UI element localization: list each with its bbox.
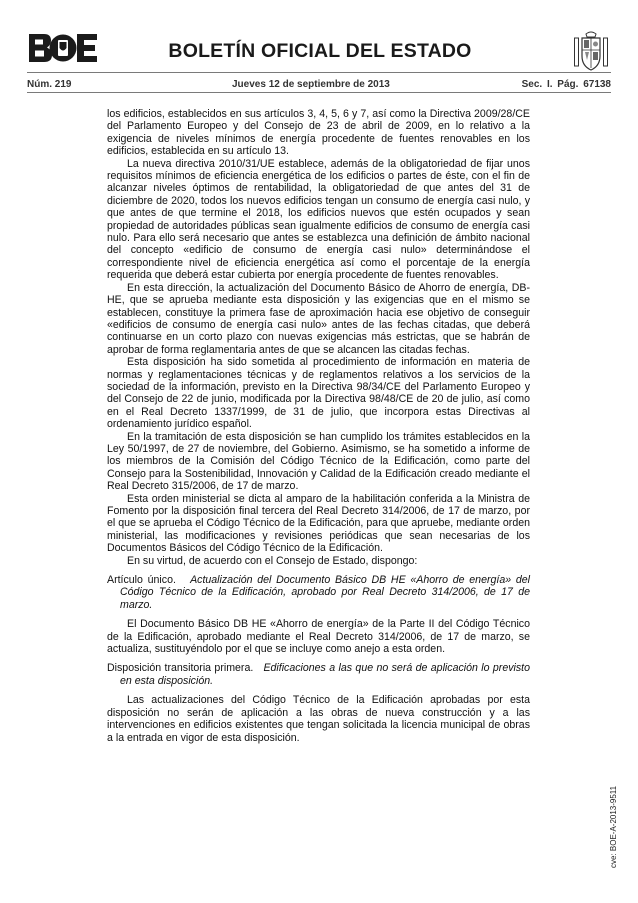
paragraph: En esta dirección, la actualización del Documento Básico de Ahorro de energía, DB-HE, que se aprueba mediante esta disposición y las exigencias que en el mismo se establecen, constituye la primera fase de aproximación hacia ese objetivo de conseguir «edificios de consumo de energía casi nulo» antes de las fechas citadas, que deberá continuarse en un corto plazo con nuevas exigencias más estrictas, que se habrán de aprobar de forma reglamentaria antes de que se alcancen las citadas fechas. <box>107 281 530 356</box>
section-page: Sec. I. Pág. 67138 <box>521 79 611 90</box>
paragraph: En la tramitación de esta disposición se han cumplido los trámites establecidos en la Ley 50/1997, de 27 de noviembre, del Gobierno. Asimismo, se ha sometido a informe de los miembros de la Comisión del Código Técnico de la Edificación, como parte del Consejo para la Sostenibilidad, Innovación y Calidad de la Edificación creado mediante el Real Decreto 315/2006, de 17 de marzo. <box>107 430 530 493</box>
document-body <box>107 108 530 744</box>
article-heading <box>107 574 530 611</box>
header-rule-bottom <box>27 92 611 93</box>
article-text: El Documento Básico DB HE «Ahorro de energía» de la Parte II del Código Técnico de la Edificación, aprobado mediante el Real Decreto 314/2006, de 17 de marzo, se actualiza, sustituyéndolo por el que se incluye como anejo a esta orden. <box>107 618 530 656</box>
paragraph: En su virtud, de acuerdo con el Consejo de Estado, dispongo: <box>127 554 418 567</box>
boe-logo <box>27 33 99 63</box>
paragraph: La nueva directiva 2010/31/UE establece, además de la obligatoriedad de fijar unos requisitos mínimos de eficiencia energética de los edificios o partes de éste, con el fin de alcanzar niveles óptimos de rentabilidad, la obligatoriedad de que antes del 31 de diciembre de 2020, todos los nuevos edificios tengan un consumo de energía casi nulo, y que antes de que termine el 2018, los edificios nuevos que estén ocupados y sean propiedad de autoridades públicas sean igualmente edificios de consumo de energía casi nulo. Para ello será necesario que antes se establezca una definición de ámbito nacional del concepto «edificio de consumo de energía casi nulo» determinándose el correspondiente nivel de eficiencia energética así como el porcentaje de la energía requerida que deberá estar cubierta por energía procedente de fuentes renovables. <box>107 157 530 282</box>
transitory-title: Edificaciones a las que no será de aplicación lo previsto en esta disposición. <box>120 662 530 687</box>
article-title: Actualización del Documento Básico DB HE «Ahorro de energía» del Código Técnico de la Edificación, aprobado por Real Decreto 314/2006, de 17 de marzo. <box>120 574 530 611</box>
coat-of-arms-icon <box>573 30 609 74</box>
cve-code: cve: BOE-A-2013-9511 <box>609 785 618 868</box>
transitory-label: Disposición transitoria primera. <box>107 662 254 675</box>
header-rule-top <box>27 72 611 73</box>
transitory-text: Las actualizaciones del Código Técnico de la Edificación aprobadas por esta disposición no serán de aplicación a las obras de nueva construcción y a las intervenciones en edificios existentes que tengan solicitada la licencia municipal de obras a la entrada en vigor de esta disposición. <box>107 694 530 744</box>
page-title: BOLETÍN OFICIAL DEL ESTADO <box>168 40 472 62</box>
transitory-heading <box>107 662 530 687</box>
paragraph: Esta orden ministerial se dicta al amparo de la habilitación conferida a la Ministra de Fomento por la disposición final tercera del Real Decreto 314/2006, de 17 de marzo, por el que se aprueba el Código Técnico de la Edificación, para que apruebe, mediante orden ministerial, las modificaciones y revisiones periódicas que sean necesarias de los Documentos Básicos del Código Técnico de la Edificación. <box>107 492 530 555</box>
article-label: Artículo único. <box>107 574 176 587</box>
paragraph: los edificios, establecidos en sus artículos 3, 4, 5, 6 y 7, así como la Directiva 2009/28/CE del Parlamento Europeo y del Consejo de 23 de abril de 2009, en lo relativo a la exigencia de niveles mínimos de energía procedente de fuentes renovables en los edificios, establecida en su artículo 13. <box>107 108 530 158</box>
paragraph: Esta disposición ha sido sometida al procedimiento de información en materia de normas y reglamentaciones técnicas y de reglamentos relativos a los servicios de la sociedad de la información, previsto en la Directiva 98/34/CE del Parlamento Europeo y del Consejo de 22 de junio, modificada por la Directiva 98/48/CE de 20 de julio, así como en el Real Decreto 1337/1999, de 31 de julio, que incorpora estas Directivas al ordenamiento jurídico español. <box>107 356 530 431</box>
issue-date: Jueves 12 de septiembre de 2013 <box>232 79 390 90</box>
issue-number: Núm. 219 <box>27 79 72 90</box>
